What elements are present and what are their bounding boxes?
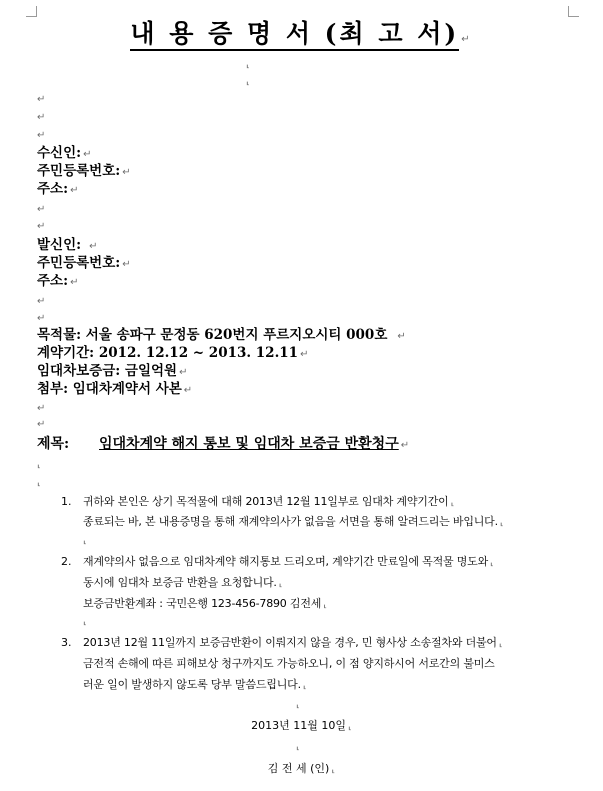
deposit-line: 임대차보증금: 금일억원 ↵ <box>37 363 188 379</box>
contract-period-line: 계약기간: 2012. 12.12 ~ 2013. 12.11 ↵ <box>37 345 309 361</box>
bank-account-line: 보증금반환계좌 : 국민은행 123-456-7890 김전세 ⸤ <box>83 597 327 610</box>
paragraph-mark: ⸤ <box>37 459 41 470</box>
recipient-id-label: 주민등록번호: ↵ <box>37 163 131 179</box>
item-2-line: 재계약의사 없음으로 임대차계약 해지통보 드리오며, 계약기간 만료일에 목적물 명도와 ⸤ <box>83 555 494 568</box>
paragraph-mark: ↵ <box>37 313 46 324</box>
item-3-line: 러운 일이 발생하지 않도록 당부 말씀드립니다. ⸤ <box>83 678 307 691</box>
item-number: 2. <box>61 555 72 568</box>
paragraph-mark: ⸤ <box>246 59 250 70</box>
paragraph-mark: ⸤ <box>37 477 41 488</box>
paragraph-mark: ↵ <box>37 221 46 232</box>
document-title: 내 용 증 명 서 (최 고 서) ↵ <box>0 14 603 50</box>
item-1-line: 종료되는 바, 본 내용증명을 통해 재계약의사가 없음을 서면을 통해 알려드리는 바입니다. ⸤ <box>83 515 504 528</box>
item-number: 3. <box>61 636 72 649</box>
item-1-line: 귀하와 본인은 상기 목적물에 대해 2013년 12월 11일부로 임대차 계약기간이 ⸤ <box>83 495 455 508</box>
paragraph-mark: ↵ <box>37 94 46 105</box>
sender-id-label: 주민등록번호: ↵ <box>37 255 131 271</box>
sender-name-label: 발신인: ↵ <box>37 237 98 253</box>
attachment-line: 첨부: 임대차계약서 사본 ↵ <box>37 381 193 397</box>
item-2-line: 동시에 임대차 보증금 반환을 요청합니다. ⸤ <box>83 576 283 589</box>
item-3-line: 2013년 12월 11일까지 보증금반환이 이뤄지지 않을 경우, 민 형사상 소송절차와 더불어 ⸤ <box>83 636 503 649</box>
recipient-address-label: 주소: ↵ <box>37 181 79 197</box>
subject-line: 제목: 임대차계약 해지 통보 및 임대차 보증금 반환청구 ↵ <box>37 436 410 452</box>
paragraph-mark: ↵ <box>37 419 46 430</box>
paragraph-mark: ⸤ <box>83 535 87 546</box>
paragraph-mark: ↵ <box>37 112 46 123</box>
paragraph-mark: ↵ <box>37 130 46 141</box>
paragraph-mark: ⸤ <box>296 699 300 710</box>
paragraph-mark: ↵ <box>37 403 46 414</box>
paragraph-mark: ⸤ <box>296 741 300 752</box>
paragraph-mark: ⸤ <box>83 616 87 627</box>
signature: 김 전 세 (인) ⸤ <box>267 762 336 775</box>
paragraph-mark: ↵ <box>37 204 46 215</box>
item-number: 1. <box>61 495 72 508</box>
object-line: 목적물: 서울 송파구 문정동 620번지 푸르지오시티 000호 ↵ <box>37 327 406 343</box>
recipient-name-label: 수신인: ↵ <box>37 145 92 161</box>
paragraph-mark: ↵ <box>37 296 46 307</box>
sender-address-label: 주소: ↵ <box>37 273 79 289</box>
item-3-line: 금전적 손해에 따른 피해보상 청구까지도 가능하오니, 이 점 양지하시어 서로간의 불미스 <box>83 657 495 670</box>
document-date: 2013년 11월 10일 ⸤ <box>251 719 352 732</box>
paragraph-mark: ⸤ <box>246 76 250 87</box>
